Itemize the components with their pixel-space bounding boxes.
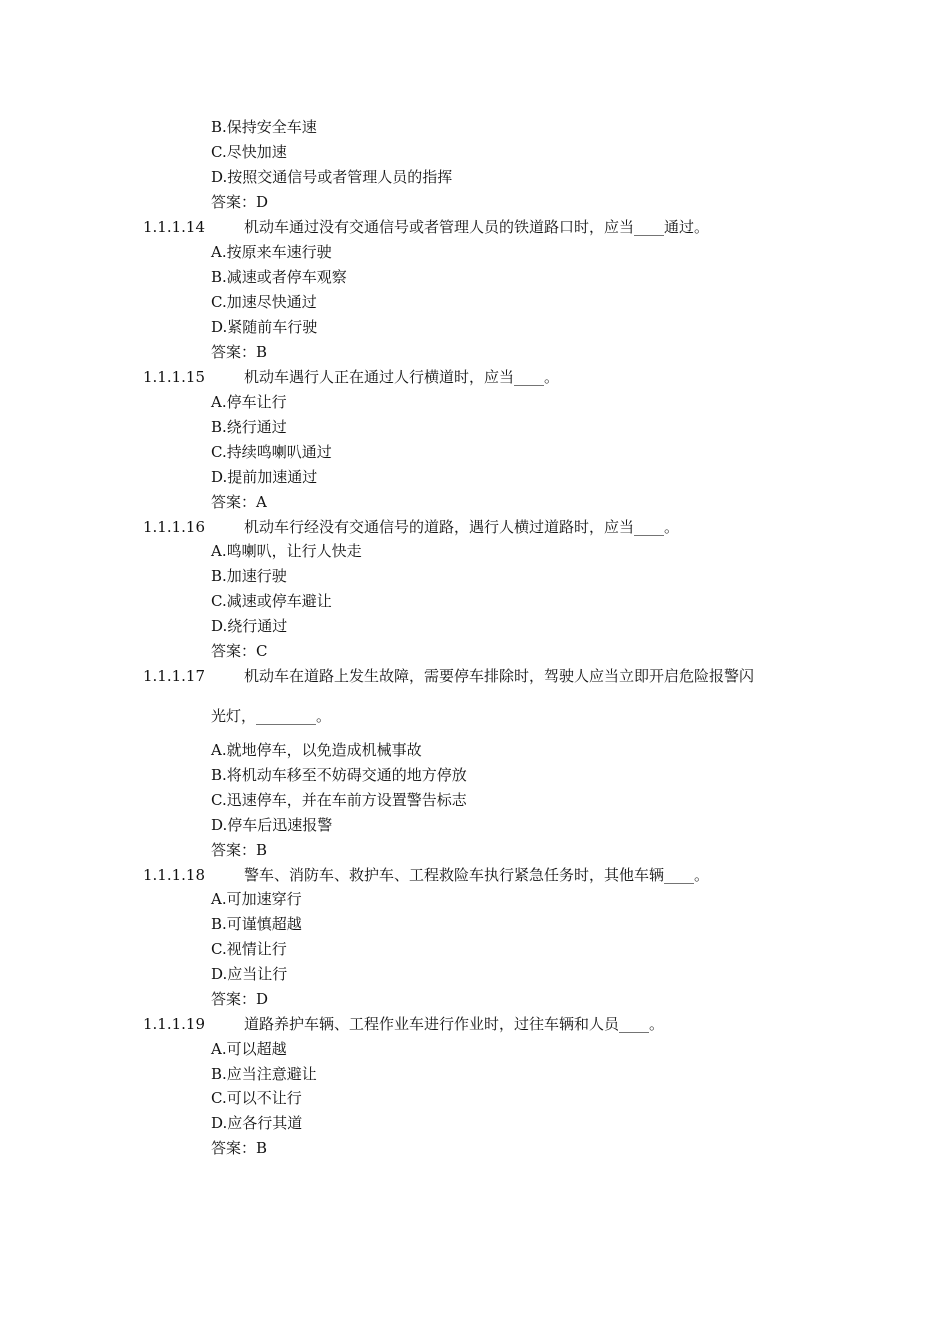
option-text: A.停车让行 xyxy=(211,393,287,411)
question-number: 1.1.1.18 xyxy=(143,866,206,884)
option-text: D.提前加速通过 xyxy=(211,468,318,486)
option-text: B.加速行驶 xyxy=(211,567,287,585)
question-text: 警车、消防车、救护车、工程救险车执行紧急任务时，其他车辆____。 xyxy=(244,866,710,884)
option-text: C.可以不让行 xyxy=(211,1089,302,1107)
option-text: A.就地停车，以免造成机械事故 xyxy=(211,741,422,759)
question-text-continuation: 光灯，________。 xyxy=(211,707,332,725)
question-number: 1.1.1.15 xyxy=(143,368,206,386)
option-text: A.可加速穿行 xyxy=(211,890,302,908)
option-text: C.迅速停车，并在车前方设置警告标志 xyxy=(211,791,467,809)
answer-text: 答案：D xyxy=(211,193,269,211)
question-number: 1.1.1.17 xyxy=(143,667,206,685)
question-text: 机动车在道路上发生故障，需要停车排除时，驾驶人应当立即开启危险报警闪 xyxy=(244,667,755,685)
option-text: C.尽快加速 xyxy=(211,143,287,161)
option-text: B.可谨慎超越 xyxy=(211,915,302,933)
question-text: 机动车通过没有交通信号或者管理人员的铁道路口时，应当____通过。 xyxy=(244,218,710,236)
answer-text: 答案：B xyxy=(211,1139,268,1157)
answer-text: 答案：B xyxy=(211,841,268,859)
answer-text: 答案：C xyxy=(211,642,268,660)
option-text: B.绕行通过 xyxy=(211,418,287,436)
question-text: 机动车行经没有交通信号的道路，遇行人横过道路时，应当____。 xyxy=(244,518,680,536)
option-text: B.保持安全车速 xyxy=(211,118,317,136)
option-text: B.将机动车移至不妨碍交通的地方停放 xyxy=(211,766,467,784)
option-text: C.加速尽快通过 xyxy=(211,293,317,311)
option-text: C.持续鸣喇叭通过 xyxy=(211,443,332,461)
answer-text: 答案：B xyxy=(211,343,268,361)
option-text: D.紧随前车行驶 xyxy=(211,318,318,336)
option-text: A.鸣喇叭，让行人快走 xyxy=(211,542,362,560)
answer-text: 答案：D xyxy=(211,990,269,1008)
option-text: C.减速或停车避让 xyxy=(211,592,332,610)
answer-text: 答案：A xyxy=(211,493,267,511)
option-text: D.应各行其道 xyxy=(211,1114,303,1132)
question-text: 机动车遇行人正在通过人行横道时，应当____。 xyxy=(244,368,560,386)
option-text: A.按原来车速行驶 xyxy=(211,243,332,261)
question-number: 1.1.1.14 xyxy=(143,218,206,236)
option-text: D.按照交通信号或者管理人员的指挥 xyxy=(211,168,453,186)
question-text: 道路养护车辆、工程作业车进行作业时，过往车辆和人员____。 xyxy=(244,1015,665,1033)
option-text: B.应当注意避让 xyxy=(211,1065,317,1083)
option-text: C.视情让行 xyxy=(211,940,287,958)
option-text: A.可以超越 xyxy=(211,1040,287,1058)
option-text: D.应当让行 xyxy=(211,965,288,983)
option-text: B.减速或者停车观察 xyxy=(211,268,347,286)
option-text: D.绕行通过 xyxy=(211,617,288,635)
question-number: 1.1.1.19 xyxy=(143,1015,206,1033)
option-text: D.停车后迅速报警 xyxy=(211,816,333,834)
question-number: 1.1.1.16 xyxy=(143,518,206,536)
